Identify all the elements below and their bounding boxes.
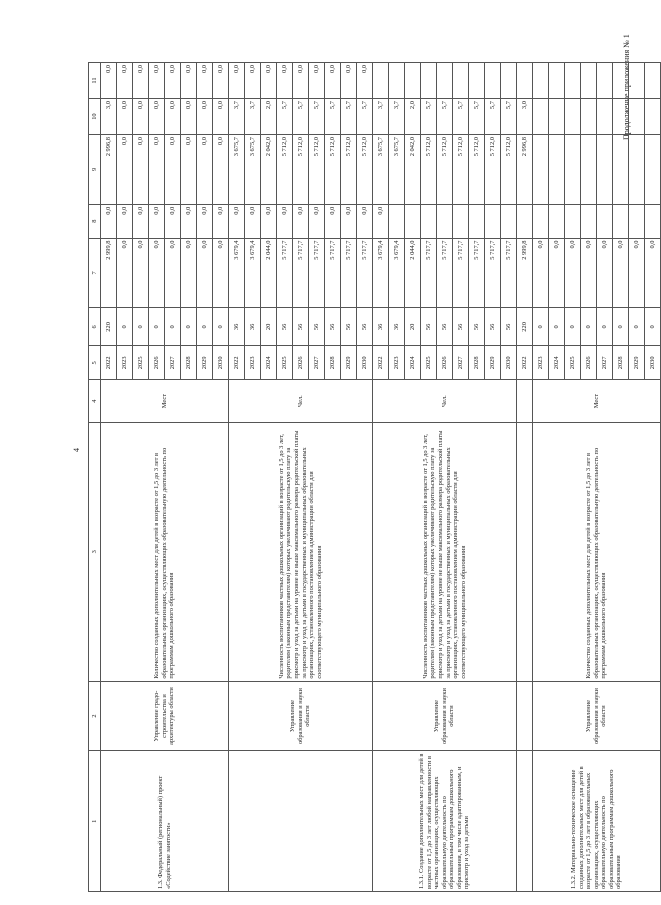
regional-budget-cell: 0,0 [165,135,181,205]
regional-budget-cell: 3 675,7 [389,135,405,205]
indicator-value-cell: 0 [629,308,645,346]
federal-budget-cell: 0,0 [101,204,117,238]
other-sources-cell: 0,0 [229,63,245,99]
column-number-8: 8 [89,204,101,238]
local-budget-cell: 5,7 [357,99,373,135]
column-number-1: 1 [89,751,101,892]
year-cell: 2030 [213,346,229,380]
federal-budget-cell [613,204,629,238]
other-sources-cell: 0,0 [101,63,117,99]
federal-budget-cell: 0,0 [149,204,165,238]
total-funding-cell: 5 717,7 [501,238,517,308]
column-number-2: 2 [89,681,101,751]
total-funding-cell: 2 044,0 [261,238,277,308]
federal-budget-cell [629,204,645,238]
regional-budget-cell [533,135,549,205]
local-budget-cell: 3,7 [373,99,389,135]
indicator-value-cell: 0 [533,308,549,346]
year-cell: 2028 [325,346,341,380]
federal-budget-cell [517,204,533,238]
indicator-value-cell: 56 [325,308,341,346]
column-number-7: 7 [89,238,101,308]
year-cell: 2027 [165,346,181,380]
federal-budget-cell [581,204,597,238]
measure-name-cell [517,751,533,892]
other-sources-cell [485,63,501,99]
unit-cell: Чел. [229,380,373,423]
executor-cell: Управление образования и науки области [229,681,373,751]
table-row [373,63,389,892]
federal-budget-cell: 0,0 [309,204,325,238]
other-sources-cell: 0,0 [181,63,197,99]
year-cell: 2028 [181,346,197,380]
indicator-value-cell: 0 [613,308,629,346]
indicator-value-cell: 56 [421,308,437,346]
other-sources-cell: 0,0 [309,63,325,99]
local-budget-cell [629,99,645,135]
local-budget-cell: 5,7 [421,99,437,135]
federal-budget-cell: 0,0 [229,204,245,238]
year-cell: 2025 [277,346,293,380]
other-sources-cell [469,63,485,99]
year-cell: 2027 [453,346,469,380]
indicator-value-cell: 20 [405,308,421,346]
indicator-cell [517,422,533,681]
indicator-cell: Численность воспитанников частных дошкольных организаций в возрасте от 1,5 до 3 лет, родителям (законным представителям) которых увеличивают родительскую плату за присмотр и уход за детьми на уровне не выше максимального размера родительской платы за присмотр и уход за детьми в государственных и муниципальных образовательных организациях, установленного постановлением администрации области для соответствующего муниципального образования [373,422,517,681]
regional-budget-cell [597,135,613,205]
total-funding-cell: 5 717,7 [485,238,501,308]
indicator-value-cell: 36 [373,308,389,346]
other-sources-cell: 0,0 [133,63,149,99]
indicator-value-cell: 0 [581,308,597,346]
regional-budget-cell: 5 712,0 [453,135,469,205]
local-budget-cell: 5,7 [309,99,325,135]
federal-budget-cell: 0,0 [341,204,357,238]
year-cell: 2026 [149,346,165,380]
other-sources-cell [389,63,405,99]
total-funding-cell: 0,0 [629,238,645,308]
executor-cell: Управление образования и науки области [533,681,661,751]
regional-budget-cell: 5 712,0 [485,135,501,205]
other-sources-cell: 0,0 [277,63,293,99]
federal-budget-cell: 0,0 [213,204,229,238]
table-row [533,63,549,892]
regional-budget-cell: 5 712,0 [421,135,437,205]
column-number-3: 3 [89,422,101,681]
regional-budget-cell: 5 712,0 [357,135,373,205]
regional-budget-cell [645,135,661,205]
total-funding-cell: 2 999,8 [101,238,117,308]
year-cell: 2026 [293,346,309,380]
other-sources-cell [565,63,581,99]
total-funding-cell: 0,0 [613,238,629,308]
year-cell: 2022 [101,346,117,380]
local-budget-cell: 3,7 [389,99,405,135]
other-sources-cell [597,63,613,99]
regional-budget-cell [549,135,565,205]
federal-budget-cell [645,204,661,238]
regional-budget-cell: 5 712,0 [341,135,357,205]
local-budget-cell: 0,0 [117,99,133,135]
table-header [89,63,101,892]
year-cell: 2026 [437,346,453,380]
executor-cell: Управление образования и науки области [373,681,517,751]
local-budget-cell: 0,0 [181,99,197,135]
local-budget-cell: 5,7 [341,99,357,135]
other-sources-cell: 0,0 [165,63,181,99]
indicator-value-cell: 56 [453,308,469,346]
local-budget-cell: 5,7 [437,99,453,135]
indicator-value-cell: 0 [117,308,133,346]
regional-budget-cell [565,135,581,205]
local-budget-cell: 3,7 [245,99,261,135]
local-budget-cell: 5,7 [277,99,293,135]
total-funding-cell: 3 679,4 [389,238,405,308]
federal-budget-cell [533,204,549,238]
year-cell: 2029 [197,346,213,380]
total-funding-cell: 2 044,0 [405,238,421,308]
indicator-value-cell: 56 [501,308,517,346]
year-cell: 2023 [389,346,405,380]
year-cell: 2025 [421,346,437,380]
federal-budget-cell [485,204,501,238]
column-number-row [89,63,101,892]
federal-budget-cell: 0,0 [293,204,309,238]
other-sources-cell: 0,0 [325,63,341,99]
indicator-value-cell: 0 [133,308,149,346]
regional-budget-cell: 5 712,0 [277,135,293,205]
column-number-11: 11 [89,63,101,99]
year-cell: 2023 [245,346,261,380]
other-sources-cell [613,63,629,99]
federal-budget-cell [501,204,517,238]
federal-budget-cell [437,204,453,238]
total-funding-cell: 5 717,7 [309,238,325,308]
other-sources-cell [373,63,389,99]
page-number: 4 [72,448,81,452]
year-cell: 2025 [565,346,581,380]
measure-name-cell: 1.3.2. Материально-техническое оснащение созданных дополнительных мест для детей в возрасте от 1,5 до 3 лет в образовательных организациях, осуществляющих образовательную деятельность по образовательным программам дошкольного образования [533,751,661,892]
local-budget-cell [597,99,613,135]
regional-budget-cell [629,135,645,205]
total-funding-cell: 0,0 [549,238,565,308]
federal-budget-cell [453,204,469,238]
year-cell: 2026 [581,346,597,380]
year-cell: 2023 [533,346,549,380]
federal-budget-cell [421,204,437,238]
other-sources-cell [549,63,565,99]
year-cell: 2024 [261,346,277,380]
total-funding-cell: 5 717,7 [357,238,373,308]
total-funding-cell: 5 717,7 [437,238,453,308]
total-funding-cell: 5 717,7 [453,238,469,308]
local-budget-cell: 3,7 [229,99,245,135]
total-funding-cell: 5 717,7 [341,238,357,308]
indicator-value-cell: 56 [309,308,325,346]
year-cell: 2022 [373,346,389,380]
indicator-value-cell: 56 [437,308,453,346]
federal-budget-cell [597,204,613,238]
unit-cell: Мест [533,380,661,423]
year-cell: 2029 [341,346,357,380]
regional-budget-cell: 5 712,0 [437,135,453,205]
other-sources-cell: 0,0 [261,63,277,99]
year-cell: 2028 [613,346,629,380]
federal-budget-cell: 0,0 [325,204,341,238]
other-sources-cell [405,63,421,99]
column-number-4: 4 [89,380,101,423]
indicator-value-cell: 0 [645,308,661,346]
total-funding-cell: 0,0 [533,238,549,308]
regional-budget-cell [613,135,629,205]
other-sources-cell: 0,0 [357,63,373,99]
federal-budget-cell [469,204,485,238]
year-cell: 2030 [645,346,661,380]
federal-budget-cell [565,204,581,238]
local-budget-cell [565,99,581,135]
year-cell: 2030 [501,346,517,380]
total-funding-cell: 0,0 [597,238,613,308]
unit-cell: Мест [101,380,229,423]
local-budget-cell: 3,0 [517,99,533,135]
indicator-cell: Количество созданных дополнительных мест для детей в возрасте от 1,5 до 3 лет в образовательных организациях, осуществляющих образовательную деятельность по программам дошкольного образования [101,422,229,681]
local-budget-cell: 5,7 [293,99,309,135]
regional-budget-cell: 0,0 [117,135,133,205]
local-budget-cell: 2,0 [261,99,277,135]
regional-budget-cell [581,135,597,205]
local-budget-cell: 5,7 [485,99,501,135]
total-funding-cell: 0,0 [133,238,149,308]
year-cell: 2022 [517,346,533,380]
indicator-value-cell: 0 [565,308,581,346]
federal-budget-cell [389,204,405,238]
local-budget-cell: 5,7 [453,99,469,135]
other-sources-cell: 0,0 [197,63,213,99]
other-sources-cell [453,63,469,99]
column-number-10: 10 [89,99,101,135]
local-budget-cell: 3,0 [101,99,117,135]
local-budget-cell [645,99,661,135]
column-number-5: 5 [89,346,101,380]
indicator-cell: Количество созданных дополнительных мест для детей в возрасте от 1,5 до 3 лет в образовательных организациях, осуществляющих образовательную деятельность по программам дошкольного образования [533,422,661,681]
total-funding-cell: 0,0 [117,238,133,308]
year-cell: 2029 [629,346,645,380]
unit-cell [517,380,533,423]
local-budget-cell [613,99,629,135]
total-funding-cell: 0,0 [165,238,181,308]
local-budget-cell: 5,7 [325,99,341,135]
total-funding-cell: 0,0 [181,238,197,308]
appendix-caption: Продолжение приложения № 1 [622,34,631,140]
federal-budget-cell: 0,0 [277,204,293,238]
other-sources-cell: 0,0 [149,63,165,99]
indicator-value-cell: 0 [181,308,197,346]
other-sources-cell: 0,0 [341,63,357,99]
indicator-value-cell: 56 [357,308,373,346]
local-budget-cell: 0,0 [165,99,181,135]
indicator-value-cell: 220 [101,308,117,346]
indicator-value-cell: 0 [213,308,229,346]
regional-budget-cell: 2 042,0 [405,135,421,205]
other-sources-cell: 0,0 [213,63,229,99]
year-cell: 2029 [485,346,501,380]
other-sources-cell [629,63,645,99]
indicator-value-cell: 56 [469,308,485,346]
indicator-value-cell: 36 [245,308,261,346]
federal-budget-cell: 0,0 [181,204,197,238]
federal-budget-cell: 0,0 [261,204,277,238]
measure-name-cell: 1.3. Федеральный (региональный) проект «Содействие занятости» [101,751,229,892]
indicator-value-cell: 56 [485,308,501,346]
unit-cell: Чел. [373,380,517,423]
indicator-value-cell: 36 [389,308,405,346]
regional-budget-cell: 5 712,0 [469,135,485,205]
total-funding-cell: 3 679,4 [373,238,389,308]
local-budget-cell [581,99,597,135]
indicator-value-cell: 56 [293,308,309,346]
indicator-value-cell: 20 [261,308,277,346]
other-sources-cell [581,63,597,99]
total-funding-cell: 0,0 [581,238,597,308]
other-sources-cell: 0,0 [245,63,261,99]
regional-budget-cell: 0,0 [133,135,149,205]
total-funding-cell: 5 717,7 [325,238,341,308]
indicator-value-cell: 56 [341,308,357,346]
local-budget-cell: 2,0 [405,99,421,135]
indicator-value-cell: 0 [597,308,613,346]
regional-budget-cell: 2 996,8 [101,135,117,205]
table-row [517,63,533,892]
other-sources-cell: 0,0 [117,63,133,99]
measure-name-cell [229,751,373,892]
executor-cell [517,681,533,751]
local-budget-cell: 5,7 [501,99,517,135]
column-number-9: 9 [89,135,101,205]
federal-budget-cell: 0,0 [197,204,213,238]
regional-budget-cell: 0,0 [197,135,213,205]
year-cell: 2025 [133,346,149,380]
total-funding-cell: 0,0 [149,238,165,308]
regional-budget-cell: 0,0 [181,135,197,205]
regional-budget-cell: 0,0 [213,135,229,205]
indicator-value-cell: 0 [149,308,165,346]
total-funding-cell: 0,0 [565,238,581,308]
regional-budget-cell: 5 712,0 [325,135,341,205]
regional-budget-cell: 3 675,7 [245,135,261,205]
total-funding-cell: 5 717,7 [293,238,309,308]
federal-budget-cell: 0,0 [165,204,181,238]
indicator-cell: Численность воспитанников частных дошкольных организаций в возрасте от 1,5 до 3 лет, родителям (законным представителям) которых увеличивают родительскую плату за присмотр и уход за детьми на уровне не выше максимального размера родительской платы за присмотр и уход за детьми в государственных и муниципальных образовательных организациях, установленного постановлением администрации области для соответствующего муниципального образования [229,422,373,681]
regional-budget-cell: 3 675,7 [229,135,245,205]
total-funding-cell: 5 717,7 [421,238,437,308]
year-cell: 2022 [229,346,245,380]
total-funding-cell: 0,0 [213,238,229,308]
indicator-value-cell: 0 [165,308,181,346]
federal-budget-cell [549,204,565,238]
local-budget-cell: 0,0 [213,99,229,135]
total-funding-cell: 2 999,8 [517,238,533,308]
other-sources-cell [533,63,549,99]
year-cell: 2023 [117,346,133,380]
local-budget-cell [549,99,565,135]
regional-budget-cell: 5 712,0 [501,135,517,205]
local-budget-cell: 0,0 [133,99,149,135]
year-cell: 2027 [309,346,325,380]
other-sources-cell [501,63,517,99]
column-number-6: 6 [89,308,101,346]
total-funding-cell: 3 679,4 [245,238,261,308]
local-budget-cell [533,99,549,135]
other-sources-cell [645,63,661,99]
year-cell: 2024 [405,346,421,380]
regional-budget-cell: 2 996,8 [517,135,533,205]
other-sources-cell [421,63,437,99]
year-cell: 2028 [469,346,485,380]
program-table [88,62,661,892]
indicator-value-cell: 220 [517,308,533,346]
federal-budget-cell: 0,0 [357,204,373,238]
indicator-value-cell: 36 [229,308,245,346]
indicator-value-cell: 0 [549,308,565,346]
federal-budget-cell [405,204,421,238]
other-sources-cell [437,63,453,99]
regional-budget-cell: 0,0 [149,135,165,205]
regional-budget-cell: 5 712,0 [293,135,309,205]
regional-budget-cell: 3 675,7 [373,135,389,205]
federal-budget-cell: 0,0 [117,204,133,238]
total-funding-cell: 5 717,7 [469,238,485,308]
total-funding-cell: 5 717,7 [277,238,293,308]
local-budget-cell: 0,0 [149,99,165,135]
table-row [101,63,117,892]
total-funding-cell: 0,0 [197,238,213,308]
federal-budget-cell: 0,0 [245,204,261,238]
total-funding-cell: 0,0 [645,238,661,308]
table-row [229,63,245,892]
executor-cell: Управление градо-строительства и архитектуры области [101,681,229,751]
other-sources-cell [517,63,533,99]
year-cell: 2030 [357,346,373,380]
local-budget-cell: 5,7 [469,99,485,135]
federal-budget-cell: 0,0 [133,204,149,238]
federal-budget-cell: 0,0 [373,204,389,238]
table-body [101,63,661,892]
other-sources-cell: 0,0 [293,63,309,99]
year-cell: 2027 [597,346,613,380]
indicator-value-cell: 56 [277,308,293,346]
total-funding-cell: 3 679,4 [229,238,245,308]
regional-budget-cell: 5 712,0 [309,135,325,205]
local-budget-cell: 0,0 [197,99,213,135]
indicator-value-cell: 0 [197,308,213,346]
regional-budget-cell: 2 042,0 [261,135,277,205]
year-cell: 2024 [549,346,565,380]
measure-name-cell: 1.3.1. Создание дополнительных мест для детей в возрасте от 1,5 до 3 лет любой направленности в частных организациях, осуществляющих образовательную деятельность по образовательным программам дошкольного образования, в том числе адаптированным, и присмотр и уход за детьми [373,751,517,892]
